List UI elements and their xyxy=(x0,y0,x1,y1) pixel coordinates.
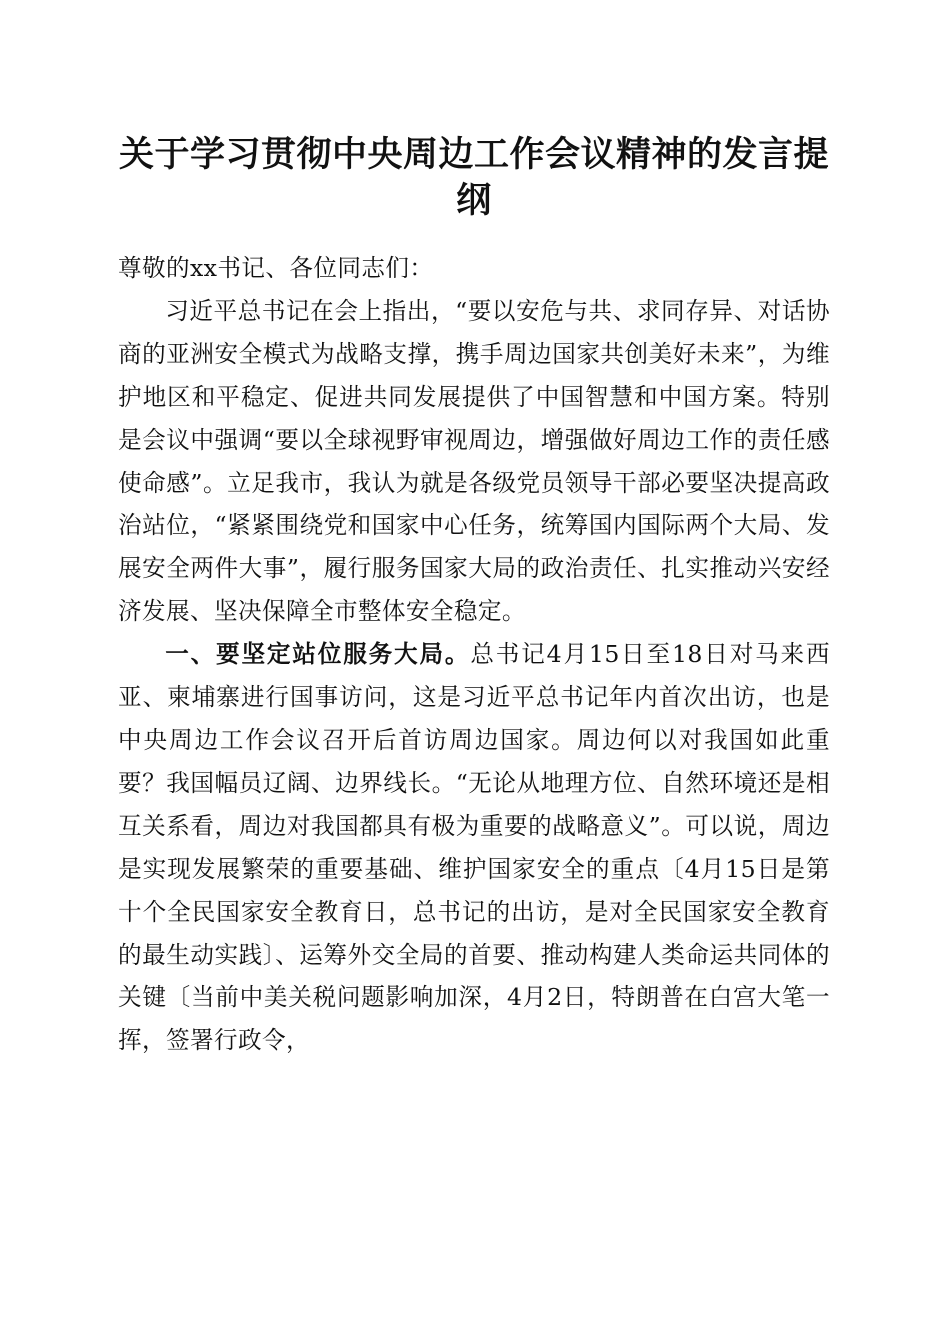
paragraph-intro: 习近平总书记在会上指出，“要以安危与共、求同存异、对话协商的亚洲安全模式为战略支撑，携手周边国家共创美好未来”，为维护地区和平稳定、促进共同发展提供了中国智慧和中国方案。特别是会议中强调“要以全球视野审视周边，增强做好周边工作的责任感使命感”。立足我市，我认为就是各级党员领导干部必要坚决提高政治站位，“紧紧围绕党和国家中心任务，统筹国内国际两个大局、发展安全两件大事”，履行服务国家大局的政治责任、扎实推动兴安经济发展、坚决保障全市整体安全稳定。 xyxy=(118,296,830,626)
section-heading: 一、要坚定站位服务大局。 xyxy=(165,640,471,669)
section-body: 总书记4月15日至18日对马来西亚、柬埔寨进行国事访问，这是习近平总书记年内首次出访，也是中央周边工作会议召开后首访周边国家。周边何以对我国如此重要？我国幅员辽阔、边界线长。“无论从地理方位、自然环境还是相互关系看，周边对我国都具有极为重要的战略意义”。可以说，周边是实现发展繁荣的重要基础、维护国家安全的重点〔4月15日是第十个全民国家安全教育日，总书记的出访，是对全民国家安全教育的最生动实践〕、运筹外交全局的首要、推动构建人类命运共同体的关键〔当前中美关税问题影响加深，4月2日，特朗普在白宫大笔一挥，签署行政令， xyxy=(118,640,830,1055)
paragraph-section-1 xyxy=(118,633,830,1062)
document-body xyxy=(118,247,830,1062)
salutation: 尊敬的xx书记、各位同志们： xyxy=(118,254,434,282)
document-title: 关于学习贯彻中央周边工作会议精神的发言提纲 xyxy=(118,134,829,221)
